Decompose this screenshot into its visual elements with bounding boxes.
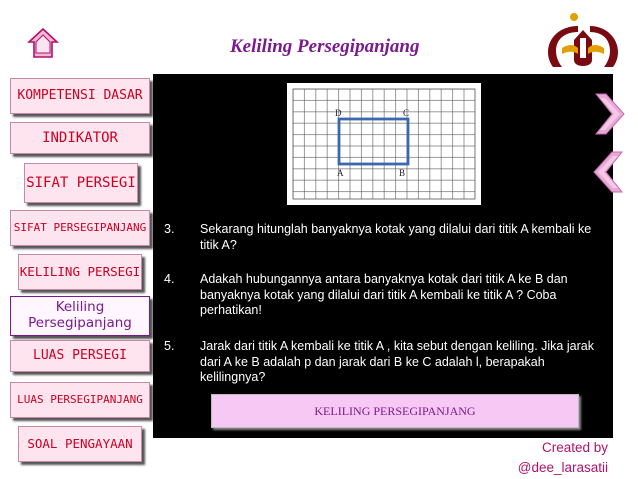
sidebar-item-luas-persegi[interactable]: LUAS PERSEGI xyxy=(10,340,150,372)
sidebar-item-soal-pengayaan[interactable]: SOAL PENGAYAAN xyxy=(18,426,142,462)
sidebar-item-keliling-persegipanjang[interactable]: Keliling Persegipanjang xyxy=(10,296,150,336)
label-a: A xyxy=(337,168,344,178)
next-arrow-icon[interactable] xyxy=(592,92,626,136)
sidebar-item-sifat-persegi[interactable]: SIFAT PERSEGI xyxy=(24,163,138,203)
sidebar-item-indikator[interactable]: INDIKATOR xyxy=(10,122,150,154)
home-icon[interactable] xyxy=(26,26,60,60)
keliling-persegipanjang-button[interactable]: KELILING PERSEGIPANJANG xyxy=(211,394,579,428)
university-logo xyxy=(540,8,626,74)
sidebar-item-luas-persegipanjang[interactable]: LUAS PERSEGIPANJANG xyxy=(10,382,150,418)
grid-figure xyxy=(287,83,481,205)
question-number: 3. xyxy=(164,222,175,236)
question-number: 4. xyxy=(164,272,175,286)
label-b: B xyxy=(399,168,406,178)
question-text: Adakah hubungannya antara banyaknya kotak dari titik A ke B dan banyaknya kotak yang dilalui dari titik A kembali ke titik A ? Coba perhatikan! xyxy=(200,272,568,318)
sidebar-item-keliling-persegi[interactable]: KELILING PERSEGI xyxy=(18,254,142,290)
sidebar-item-sifat-persegipanjang[interactable]: SIFAT PERSEGIPANJANG xyxy=(10,210,150,246)
credit xyxy=(458,438,608,477)
prev-arrow-icon[interactable] xyxy=(592,150,626,194)
label-d: D xyxy=(335,108,342,118)
question-number: 5. xyxy=(164,339,175,353)
sidebar-item-kompetensi-dasar[interactable]: KOMPETENSI DASAR xyxy=(10,78,150,114)
grid-svg xyxy=(287,83,481,205)
page-title: Keliling Persegipanjang xyxy=(230,36,420,57)
question-text: Jarak dari titik A kembali ke titik A , kita sebut dengan keliling. Jika jarak dari A ke B adalah p dan jarak dari B ke C adalah l, berapakah kelilingnya? xyxy=(200,339,594,385)
credit-line-1: Created by xyxy=(541,440,608,455)
credit-line-2: @dee_larasatii xyxy=(517,459,608,475)
question-text: Sekarang hitunglah banyaknya kotak yang dilalui dari titik A kembali ke titik A? xyxy=(200,222,592,252)
label-c: C xyxy=(403,108,410,118)
